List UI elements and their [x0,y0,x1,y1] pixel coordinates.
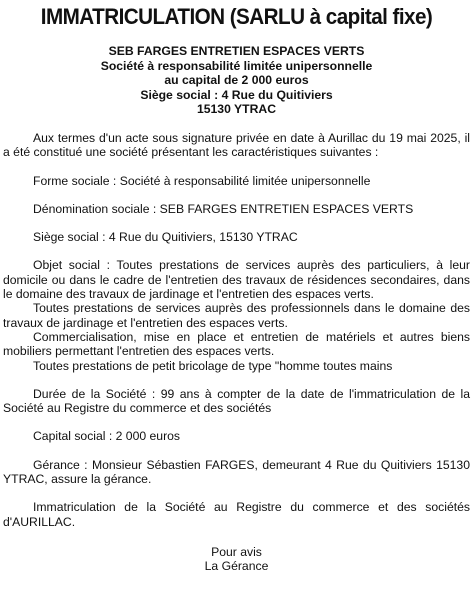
company-city: 15130 YTRAC [196,102,277,117]
notice-body [3,117,470,529]
signoff-pour-avis: Pour avis [211,544,262,559]
signoff [3,545,470,574]
notice-title: IMMATRICULATION (SARLU à capital fixe) [40,4,433,29]
company-form: Société à responsabilité limitée unipersonnelle [100,58,373,73]
denomination-sociale: Dénomination sociale : SEB FARGES ENTRETIEN ESPACES VERTS [33,201,414,216]
intro-paragraph: Aux termes d'un acte sous signature privée en date à Aurillac du 19 mai 2025, il a été constitué une société présentant les caractéristiques suivantes : [3,130,470,160]
siege-social: Siège social : 4 Rue du Quitiviers, 15130 YTRAC [33,230,298,245]
forme-sociale: Forme sociale : Société à responsabilité limitée unipersonnelle [33,173,371,188]
company-header [3,44,470,117]
objet-commercialisation: Commercialisation, mise en place et entretien de matériels et autres biens mobiliers permettant l'entretien des espaces verts. [3,329,470,359]
capital-social: Capital social : 2 000 euros [33,429,181,444]
company-seat: Siège social : 4 Rue du Quitiviers [140,87,333,102]
gerance: Gérance : Monsieur Sébastien FARGES, demeurant 4 Rue du Quitiviers 15130 YTRAC, assure la gérance. [3,457,470,487]
objet-professionnels: Toutes prestations de services auprès des professionnels dans le domaine des travaux de jardinage et l'entretien des espaces verts. [3,301,470,330]
company-name: SEB FARGES ENTRETIEN ESPACES VERTS [108,44,365,58]
objet-social: Objet social : Toutes prestations de services auprès des particuliers, à leur domicile ou dans le cadre de l'entretien des travaux de résidences secondaires, dans le domaine des travaux de jardinage et l'entretien des espaces verts. [3,258,470,302]
immatriculation-rcs: Immatriculation de la Société au Registre du commerce et des sociétés d'AURILLAC. [3,500,470,529]
duree-societe: Durée de la Société : 99 ans à compter de la date de l'immatriculation de la Société au Registre du commerce et des sociétés [3,386,470,416]
signoff-gerance: La Gérance [204,559,269,574]
company-capital: au capital de 2 000 euros [164,73,309,88]
objet-bricolage: Toutes prestations de petit bricolage de type "homme toutes mains [33,358,393,373]
